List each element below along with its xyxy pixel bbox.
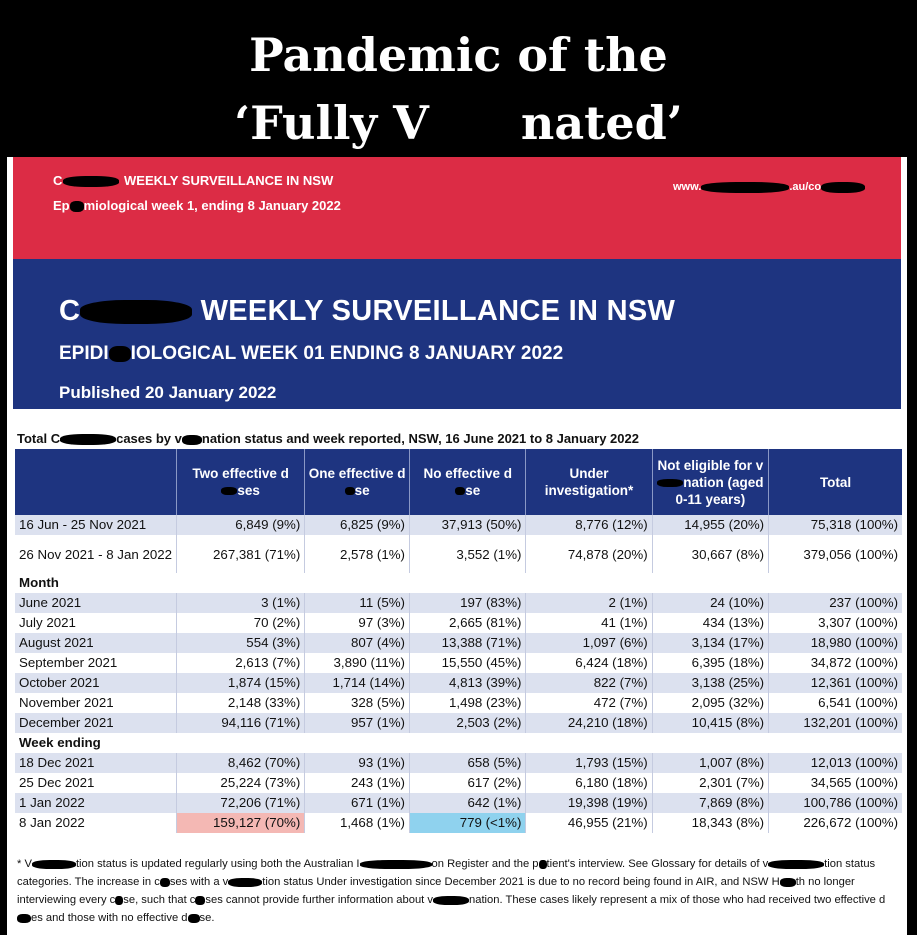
table-cell: 957 (1%) <box>305 713 410 733</box>
table-cell: 18,343 (8%) <box>652 813 768 833</box>
header-total: Total <box>769 449 902 515</box>
table-cell: 30,667 (8%) <box>652 535 768 573</box>
table-cell: 72,206 (71%) <box>177 793 305 813</box>
table-cell: 15,550 (45%) <box>409 653 525 673</box>
table-cell: 3,138 (25%) <box>652 673 768 693</box>
table-row <box>15 693 902 713</box>
header-not-eligible: Not eligible for vnation (aged 0-11 years) <box>652 449 768 515</box>
table-cell: 237 (100%) <box>769 593 902 613</box>
table-caption: Total C cases by v nation status and week reported, NSW, 16 June 2021 to 8 January 2022 <box>17 431 639 446</box>
report-subtitle: EPIDI IOLOGICAL WEEK 01 ENDING 8 JANUARY 2022 <box>59 343 564 364</box>
table-cell: 41 (1%) <box>526 613 652 633</box>
table-cell: 1,468 (1%) <box>305 813 410 833</box>
row-label: November 2021 <box>15 693 177 713</box>
header-no-effective: No effective d se <box>409 449 525 515</box>
table-cell: 4,813 (39%) <box>409 673 525 693</box>
header-under-investigation: Under investigation* <box>526 449 652 515</box>
table-cell: 24 (10%) <box>652 593 768 613</box>
row-label: 26 Nov 2021 - 8 Jan 2022 <box>15 535 177 573</box>
table-cell: 75,318 (100%) <box>769 515 902 535</box>
table-row <box>15 793 902 813</box>
table-cell: 642 (1%) <box>409 793 525 813</box>
row-label: August 2021 <box>15 633 177 653</box>
report-document <box>7 157 907 935</box>
table-row <box>15 633 902 653</box>
table-row <box>15 593 902 613</box>
table-cell: 3,134 (17%) <box>652 633 768 653</box>
table-cell: 197 (83%) <box>409 593 525 613</box>
table-cell: 46,955 (21%) <box>526 813 652 833</box>
table-cell: 93 (1%) <box>305 753 410 773</box>
table-cell: 34,872 (100%) <box>810 655 898 670</box>
row-label: October 2021 <box>15 673 177 693</box>
table-cell: 18,980 (100%) <box>769 633 902 653</box>
table-row <box>15 813 902 833</box>
table-cell: 97 (3%) <box>305 613 410 633</box>
table-cell: 8,462 (70%) <box>177 753 305 773</box>
header-one-effective: One effective d se <box>305 449 410 515</box>
table-cell: 8,776 (12%) <box>526 515 652 535</box>
table-cell: 1,097 (6%) <box>526 633 652 653</box>
row-label: 18 Dec 2021 <box>15 753 177 773</box>
headline-line-2: ‘Fully V nated’ <box>234 96 683 150</box>
table-cell: 6,424 (18%) <box>526 653 652 673</box>
table-cell: 1,714 (14%) <box>305 673 410 693</box>
table-cell: 554 (3%) <box>177 633 305 653</box>
table-cell: 10,415 (8%) <box>652 713 768 733</box>
highlight-two-effective-cell: 159,127 (70%) <box>177 813 305 833</box>
table-cell: 74,878 (20%) <box>526 535 652 573</box>
header-url: www. .au/co <box>673 181 865 193</box>
table-cell: 267,381 (71%) <box>177 535 305 573</box>
table-cell: 328 (5%) <box>305 693 410 713</box>
table-cell: 2,301 (7%) <box>652 773 768 793</box>
headline-line-1: Pandemic of the <box>249 28 668 82</box>
header-epi-week: Ep miological week 1, ending 8 January 2022 <box>53 198 341 213</box>
section-week-ending: Week ending <box>15 733 902 753</box>
table-row <box>15 515 902 535</box>
cases-by-vaccination-table <box>15 449 902 833</box>
table-cell: 19,398 (19%) <box>526 793 652 813</box>
table-row <box>15 753 902 773</box>
table-cell: 2,613 (7%) <box>177 653 305 673</box>
table-cell: 6,541 (100%) <box>818 695 898 710</box>
table-cell: 3,307 (100%) <box>818 615 898 630</box>
report-header-red <box>13 157 901 259</box>
table-cell: 14,955 (20%) <box>652 515 768 535</box>
table-cell: 100,786 (100%) <box>769 793 902 813</box>
table-row <box>15 673 902 693</box>
table-cell: 434 (13%) <box>652 613 768 633</box>
row-label: 16 Jun - 25 Nov 2021 <box>15 515 177 535</box>
table-cell: 2,503 (2%) <box>409 713 525 733</box>
table-cell: 379,056 (100%) <box>803 546 898 562</box>
table-cell: 6,395 (18%) <box>652 653 768 673</box>
row-label: 1 Jan 2022 <box>15 793 177 813</box>
published-date: Published 20 January 2022 <box>59 383 277 402</box>
header-two-effective: Two effective d ses <box>177 449 305 515</box>
row-label: 25 Dec 2021 <box>15 773 177 793</box>
table-cell: 2,578 (1%) <box>305 535 410 573</box>
table-header-row <box>15 449 902 515</box>
table-cell: 807 (4%) <box>305 633 410 653</box>
table-cell: 6,849 (9%) <box>177 515 305 535</box>
table-cell: 2,095 (32%) <box>652 693 768 713</box>
row-label: 8 Jan 2022 <box>15 813 177 833</box>
table-cell: 6,180 (18%) <box>526 773 652 793</box>
section-month: Month <box>15 573 902 593</box>
report-title: C WEEKLY SURVEILLANCE IN NSW <box>59 295 676 327</box>
table-cell: 1,793 (15%) <box>526 753 652 773</box>
table-cell: 2 (1%) <box>526 593 652 613</box>
table-cell: 226,672 (100%) <box>803 815 898 830</box>
table-cell: 6,825 (9%) <box>305 515 410 535</box>
table-row <box>15 713 902 733</box>
table-cell: 1,874 (15%) <box>177 673 305 693</box>
table-cell: 3 (1%) <box>177 593 305 613</box>
table-cell: 70 (2%) <box>177 613 305 633</box>
row-label: June 2021 <box>15 593 177 613</box>
table-cell: 11 (5%) <box>305 593 410 613</box>
table-cell: 132,201 (100%) <box>769 713 902 733</box>
table-cell: 25,224 (73%) <box>177 773 305 793</box>
header-title-small: C WEEKLY SURVEILLANCE IN NSW <box>53 173 334 188</box>
table-cell: 243 (1%) <box>305 773 410 793</box>
row-label: September 2021 <box>15 653 177 673</box>
header-blank <box>15 449 177 515</box>
table-cell: 7,869 (8%) <box>652 793 768 813</box>
redaction-mark <box>431 113 519 141</box>
table-cell: 3,552 (1%) <box>409 535 525 573</box>
table-cell: 822 (7%) <box>526 673 652 693</box>
table-row <box>15 535 902 573</box>
table-row <box>15 773 902 793</box>
table-cell: 2,148 (33%) <box>177 693 305 713</box>
table-cell: 617 (2%) <box>409 773 525 793</box>
table-cell: 13,388 (71%) <box>409 633 525 653</box>
table-cell: 1,007 (8%) <box>652 753 768 773</box>
table-cell: 94,116 (71%) <box>177 713 305 733</box>
table-cell: 658 (5%) <box>409 753 525 773</box>
table-cell: 472 (7%) <box>526 693 652 713</box>
table-cell: 12,361 (100%) <box>769 673 902 693</box>
table-footnote: * V tion status is updated regularly using both the Australian I on Register and the p tient's interview. See Glossary for details of v tion status categories. The increase in c ses with a v tion status Under investigation since December 2021 is due to no record being found in AIR, and NSW H th no longer interviewing every c se, such that c ses cannot provide further information about v nation. These cases likely represent a mix of those who had received two effective des and those with no effective d se. <box>17 858 886 924</box>
table-cell: 1,498 (23%) <box>409 693 525 713</box>
report-header-blue <box>13 259 901 409</box>
table-cell: 2,665 (81%) <box>409 613 525 633</box>
table-cell: 24,210 (18%) <box>526 713 652 733</box>
table-cell: 37,913 (50%) <box>409 515 525 535</box>
table-cell: 671 (1%) <box>305 793 410 813</box>
row-label: July 2021 <box>15 613 177 633</box>
highlight-no-effective-cell: 779 (<1%) <box>409 813 525 833</box>
table-cell: 34,565 (100%) <box>810 775 898 790</box>
table-cell: 12,013 (100%) <box>769 753 902 773</box>
table-row <box>15 653 902 673</box>
table-row <box>15 613 902 633</box>
table-cell: 3,890 (11%) <box>305 653 410 673</box>
row-label: December 2021 <box>15 713 177 733</box>
